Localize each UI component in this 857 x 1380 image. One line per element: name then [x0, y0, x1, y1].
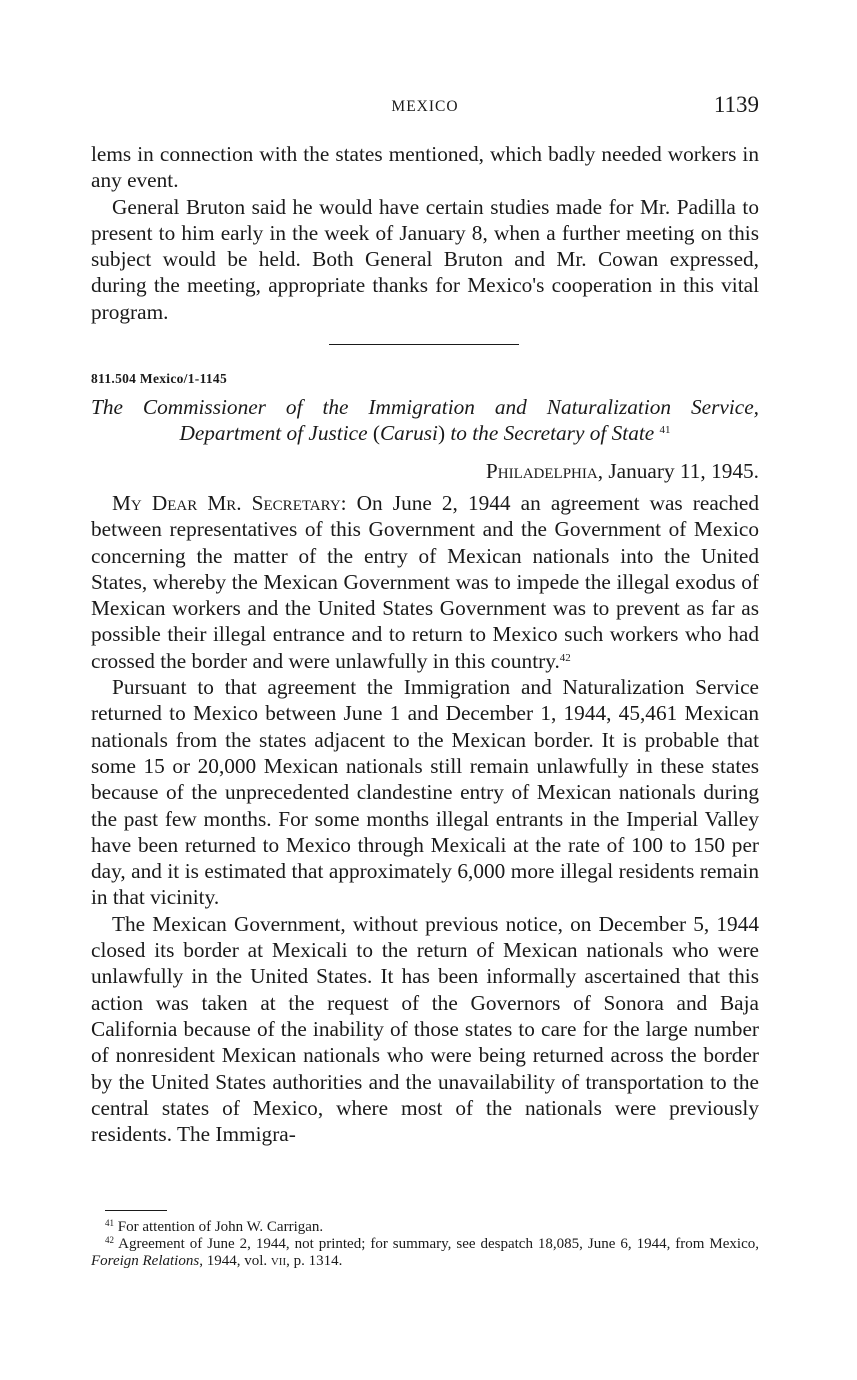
- bruton-paragraph: General Bruton said he would have certain studies made for Mr. Padilla to present to him early in the week of January 8, when a further meeting on this subject would be held. Both General Bruton and Mr. Cowan expressed, during the meeting, appropriate thanks for Mexico's cooperation in this vital program.: [91, 194, 759, 324]
- heading-line-1: The Commissioner of the Immigration and Naturalization Service,: [91, 395, 759, 419]
- letter-paragraph-3: The Mexican Government, without previous notice, on December 5, 1944 closed its border at Mexicali to the return of Mexican nationals who were unlawfully in the United States. It has been informally ascertained that this action was taken at the request of the Governors of Sonora and Baja California because of the inability of those states to care for the large number of nonresident Mexican nationals who were being returned across the border by the United States authorities and the unavailability of transportation to the central states of Mexico, where most of the nationals were previously residents. The Immigra-: [91, 911, 759, 1147]
- footnote-42-volume: vii: [270, 1253, 287, 1269]
- heading-recipient: to the Secretary of State: [450, 421, 655, 446]
- dateline-date: , January 11, 1945.: [597, 459, 759, 483]
- paragraph-1-text: On June 2, 1944 an agreement was reached between representatives of this Government and the Government of Mexico concerning the matter of the entry of Mexican nationals into the United States, whereby the Mexican Government was to impede the illegal exodus of Mexican workers and the United States Government was to prevent as far as possible their illegal entrance and to return to Mexico such workers who had crossed the border and were unlawfully in this country.: [91, 491, 759, 673]
- continued-text: [91, 141, 759, 325]
- footnote-42: [91, 1236, 759, 1270]
- section-divider: [329, 344, 519, 345]
- heading-department: Department of Justice: [179, 421, 368, 446]
- salutation: My Dear Mr. Secretary: [112, 491, 341, 515]
- heading-paren-open: (: [372, 421, 380, 446]
- document-heading: [91, 394, 759, 447]
- page-number: 1139: [713, 92, 759, 117]
- letter-paragraph-2: Pursuant to that agreement the Immigration and Naturalization Service returned to Mexico between June 1 and December 1, 1944, 45,461 Mexican nationals from the states adjacent to the Mexican border. It is probable that some 15 or 20,000 Mexican nationals still remain unlawfully in these states because of the unprecedented clandestine entry of Mexican nationals during the past few months. For some months illegal entrants in the Imperial Valley have been returned to Mexico through Mexicali at the rate of 100 to 150 per day, and it is estimated that approximately 6,000 more illegal residents remain in that vicinity.: [91, 675, 759, 910]
- letter-body: [91, 490, 759, 1147]
- footnote-41-mark: 41: [105, 1218, 114, 1228]
- footnote-rule: [105, 1210, 167, 1211]
- running-title: MEXICO: [391, 98, 459, 115]
- heading-line-2: [91, 420, 759, 446]
- dateline-place: Philadelphia: [485, 459, 598, 483]
- heading-paren-close: ): [437, 421, 446, 446]
- footnote-42-text-c: , p. 1314.: [286, 1253, 343, 1269]
- footnote-41-text: For attention of John W. Carrigan.: [114, 1219, 324, 1235]
- heading-footnote-ref: 41: [659, 424, 671, 437]
- footnote-41: [91, 1219, 759, 1236]
- file-number: 811.504 Mexico/1-1145: [91, 371, 228, 386]
- continued-paragraph: lems in connection with the states mentioned, which badly needed workers in any event.: [91, 142, 759, 193]
- salutation-colon: :: [340, 491, 347, 515]
- footnotes: [91, 1219, 759, 1270]
- footnote-ref-42: 42: [559, 651, 571, 664]
- dateline: [486, 459, 759, 484]
- footnote-42-text-b: , 1944, vol.: [199, 1253, 271, 1269]
- letter-paragraph-1: [91, 490, 759, 674]
- heading-name: Carusi: [379, 421, 438, 446]
- footnote-42-mark: 42: [105, 1235, 114, 1245]
- footnote-42-text-a: Agreement of June 2, 1944, not printed; for summary, see despatch 18,085, June 6, 1944, from Mexico,: [114, 1236, 759, 1252]
- running-head: [91, 92, 759, 122]
- footnote-42-title: Foreign Relations: [91, 1253, 200, 1269]
